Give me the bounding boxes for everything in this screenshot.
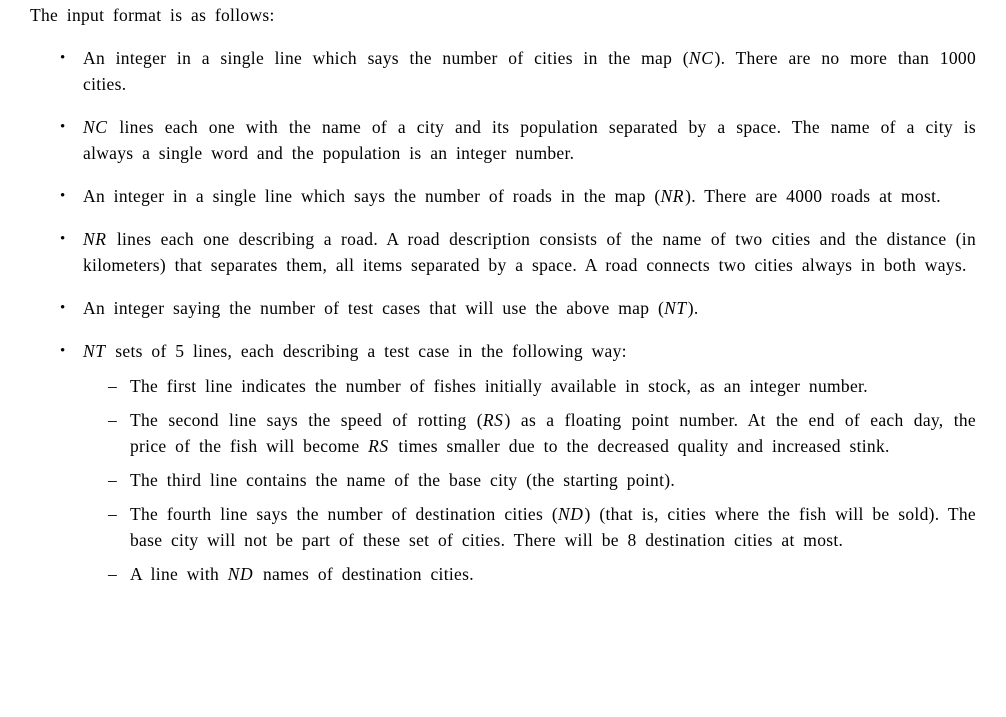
bullet-marker: • (60, 50, 66, 66)
text-run: ). There are no more than 1000 cities. (83, 48, 976, 94)
variable-name: NC (83, 117, 108, 137)
text-run: An integer saying the number of test cases that will use the above map ( (83, 298, 665, 318)
text-run: times smaller due to the decreased quality and increased stink. (389, 436, 890, 456)
text-run: The first line indicates the number of fishes initially available in stock, as an integer number. (130, 376, 868, 396)
text-run: lines each one with the name of a city and its population separated by a space. The name of a city is always a single word and the population is an integer number. (83, 117, 976, 163)
dash-marker: – (108, 504, 118, 524)
text-run: names of destination cities. (254, 564, 474, 584)
sub-list-item (108, 407, 976, 459)
list-item (60, 226, 976, 278)
bullet-marker: • (60, 300, 66, 316)
text-run: ). There are 4000 roads at most. (685, 186, 941, 206)
variable-name: RS (368, 436, 389, 456)
text-run: ) as a floating point number. At the end of each day, the price of the fish will become (130, 410, 976, 456)
test-case-sublist (83, 373, 976, 587)
text-run: The fourth line says the number of destination cities ( (130, 504, 558, 524)
dash-marker: – (108, 564, 118, 584)
bullet-marker: • (60, 119, 66, 135)
variable-name: ND (557, 504, 584, 524)
bullet-marker: • (60, 188, 66, 204)
bullet-marker: • (60, 231, 66, 247)
dash-marker: – (108, 376, 118, 396)
variable-name: NT (83, 341, 106, 361)
text-run: lines each one describing a road. A road description consists of the name of two cities and the distance (in kilometers) that separates them, all items separated by a space. A road connects two cities always in both ways. (83, 229, 976, 275)
text-run: ) (that is, cities where the fish will be sold). The base city will not be part of these set of cities. There will be 8 destination cities at most. (130, 504, 976, 550)
list-item (60, 114, 976, 166)
variable-name: ND (227, 564, 254, 584)
variable-name: NR (660, 186, 685, 206)
list-item (60, 183, 976, 209)
sub-list-item (108, 501, 976, 553)
intro-paragraph: The input format is as follows: (30, 5, 275, 25)
text-run: ). (687, 298, 699, 318)
sub-list-item (108, 561, 976, 587)
variable-name: RS (482, 410, 504, 430)
text-run: An integer in a single line which says the number of cities in the map ( (83, 48, 689, 68)
text-run: An integer in a single line which says the number of roads in the map ( (83, 186, 661, 206)
text-run: A line with (130, 564, 228, 584)
text-run: The third line contains the name of the base city (the starting point). (130, 470, 676, 490)
dash-marker: – (108, 410, 118, 430)
variable-name: NC (688, 48, 714, 68)
variable-name: NR (83, 229, 107, 249)
input-format-list (30, 45, 976, 587)
list-item (60, 338, 976, 587)
list-item (60, 45, 976, 97)
dash-marker: – (108, 470, 118, 490)
list-item (60, 295, 976, 321)
bullet-marker: • (60, 343, 66, 359)
text-run: The second line says the speed of rotting ( (130, 410, 483, 430)
text-run: sets of 5 lines, each describing a test case in the following way: (106, 341, 627, 361)
sub-list-item (108, 373, 976, 399)
variable-name: NT (664, 298, 687, 318)
sub-list-item (108, 467, 976, 493)
